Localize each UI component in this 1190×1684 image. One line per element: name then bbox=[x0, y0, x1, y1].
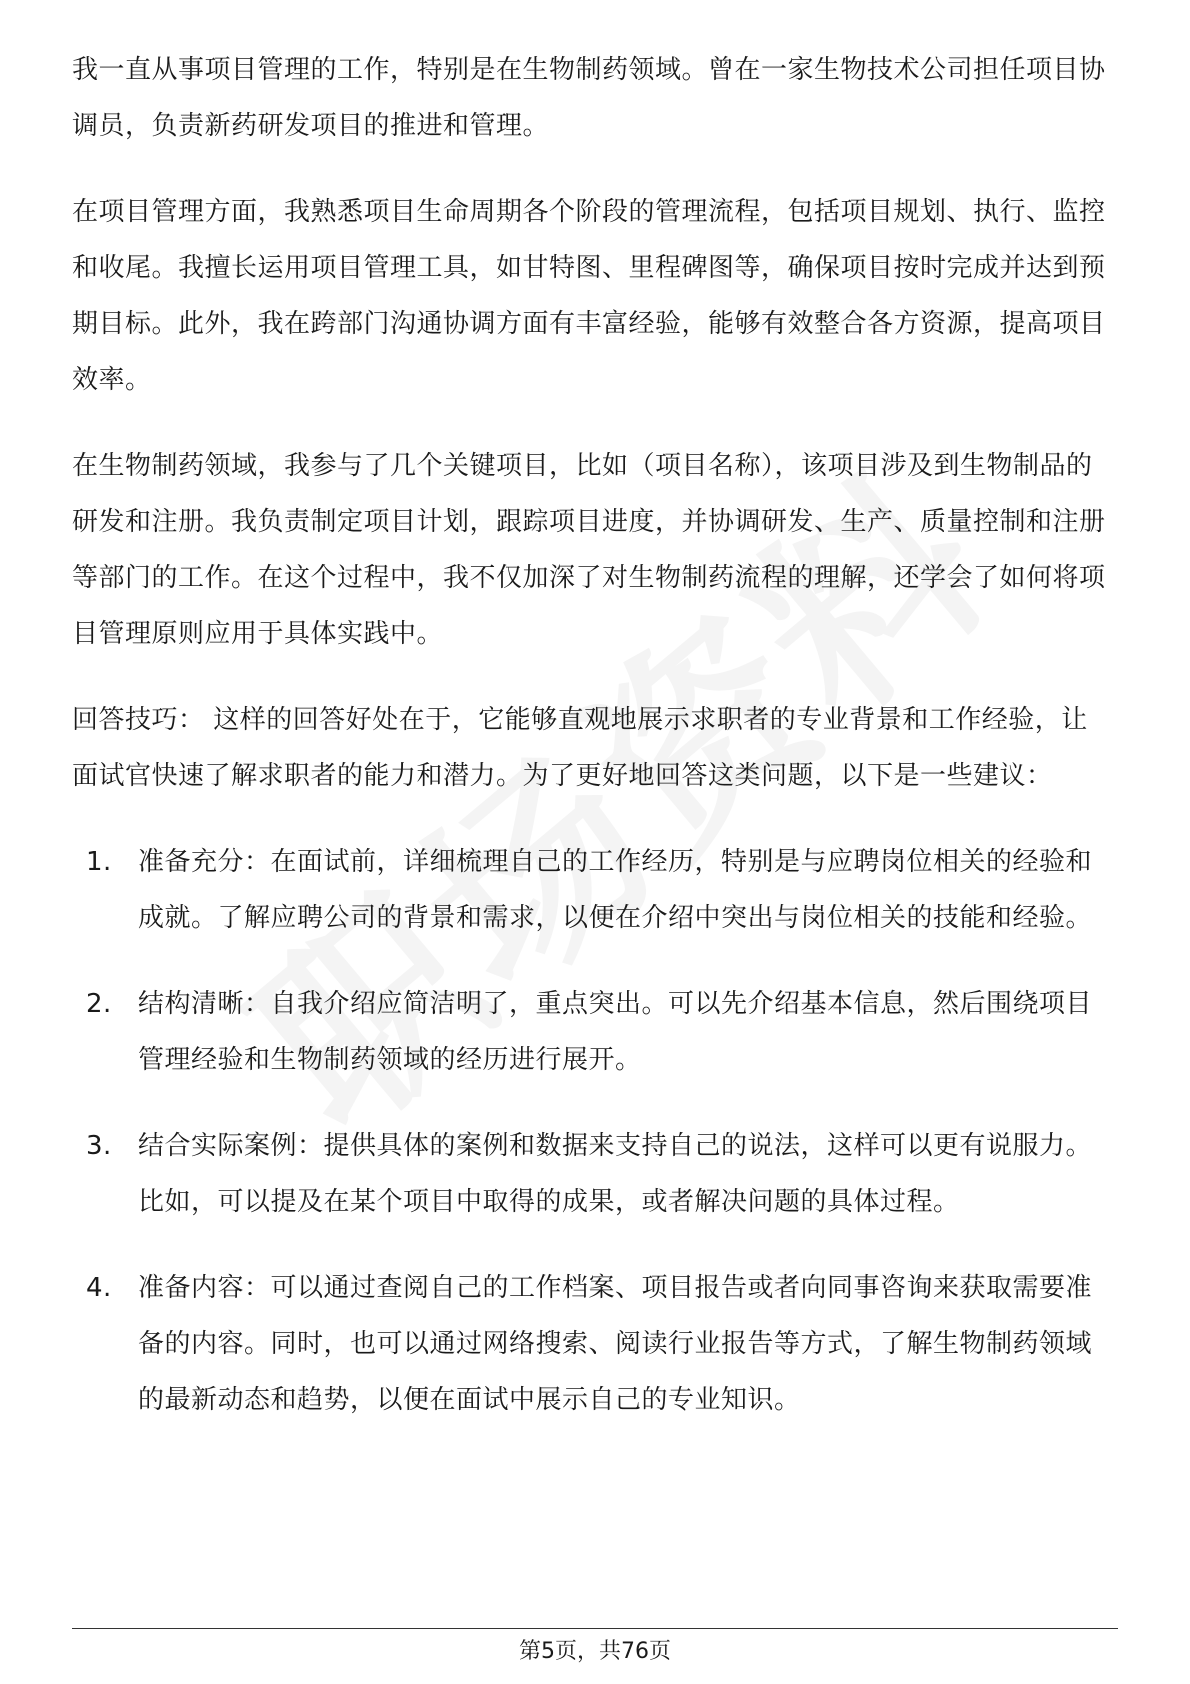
paragraph-biopharma: 在生物制药领域，我参与了几个关键项目，比如（项目名称），该项目涉及到生物制品的研发和注册。我负责制定项目计划，跟踪项目进度，并协调研发、生产、质量控制和注册等部门的工作。在这个过程中，我不仅加深了对生物制药流程的理解，还学会了如何将项目管理原则应用于具体实践中。 bbox=[72, 451, 1106, 649]
list-number: 1. bbox=[86, 847, 112, 877]
list-number: 4. bbox=[86, 1273, 112, 1303]
list-item-text: 结合实际案例：提供具体的案例和数据来支持自己的说法，这样可以更有说服力。比如，可以提及在某个项目中取得的成果，或者解决问题的具体过程。 bbox=[138, 1131, 1093, 1217]
list-number: 2. bbox=[86, 989, 112, 1019]
list-item-text: 准备内容：可以通过查阅自己的工作档案、项目报告或者向同事咨询来获取需要准备的内容。同时，也可以通过网络搜索、阅读行业报告等方式，了解生物制药领域的最新动态和趋势，以便在面试中展示自己的专业知识。 bbox=[138, 1273, 1093, 1415]
list-item bbox=[86, 976, 1112, 1088]
tips-list bbox=[72, 834, 1112, 1428]
paragraph-answer-tips: 回答技巧： 这样的回答好处在于，它能够直观地展示求职者的专业背景和工作经验，让面试官快速了解求职者的能力和潜力。为了更好地回答这类问题，以下是一些建议： bbox=[72, 705, 1088, 791]
paragraph-pm-skills: 在项目管理方面，我熟悉项目生命周期各个阶段的管理流程，包括项目规划、执行、监控和收尾。我擅长运用项目管理工具，如甘特图、里程碑图等，确保项目按时完成并达到预期目标。此外，我在跨部门沟通协调方面有丰富经验，能够有效整合各方资源，提高项目效率。 bbox=[72, 197, 1106, 395]
page-number: 第5页，共76页 bbox=[519, 1639, 671, 1664]
list-item-text: 结构清晰：自我介绍应简洁明了，重点突出。可以先介绍基本信息，然后围绕项目管理经验和生物制药领域的经历进行展开。 bbox=[138, 989, 1093, 1075]
list-item bbox=[86, 1260, 1112, 1428]
list-item-text: 准备充分：在面试前，详细梳理自己的工作经历，特别是与应聘岗位相关的经验和成就。了解应聘公司的背景和需求，以便在介绍中突出与岗位相关的技能和经验。 bbox=[138, 847, 1093, 933]
page-content bbox=[72, 42, 1112, 1458]
list-number: 3. bbox=[86, 1131, 112, 1161]
list-item bbox=[86, 1118, 1112, 1230]
paragraph-intro: 我一直从事项目管理的工作，特别是在生物制药领域。曾在一家生物技术公司担任项目协调员，负责新药研发项目的推进和管理。 bbox=[72, 55, 1106, 141]
footer-divider bbox=[72, 1628, 1118, 1629]
list-item bbox=[86, 834, 1112, 946]
